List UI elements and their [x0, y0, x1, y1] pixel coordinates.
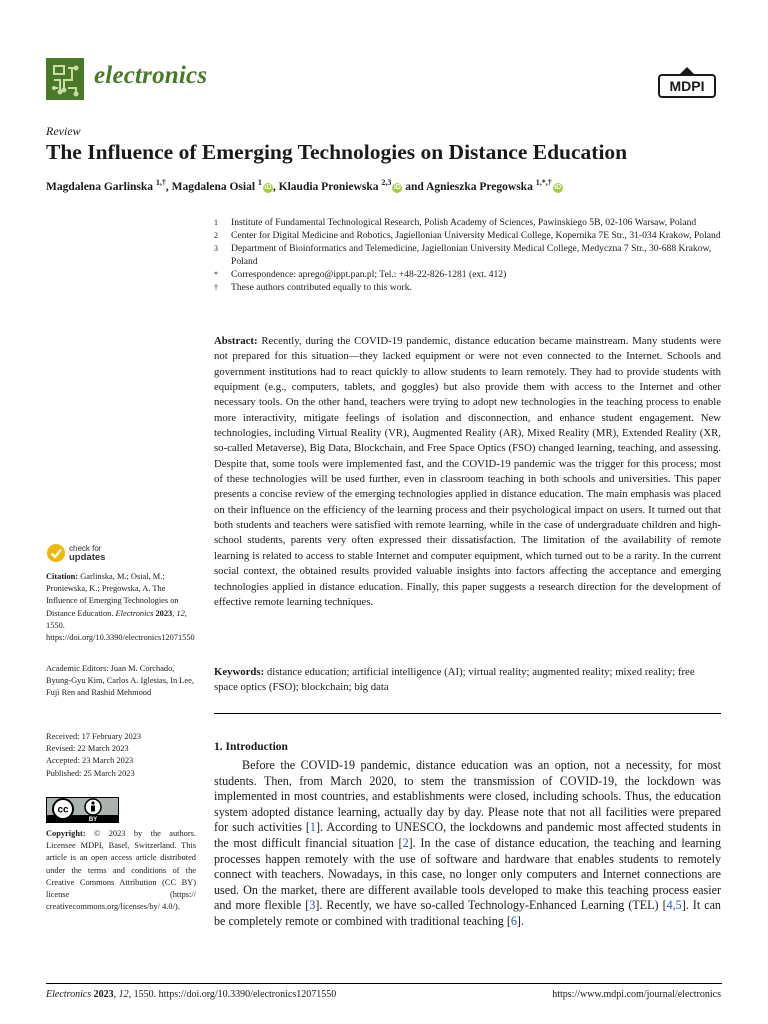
affiliation-item: [214, 282, 724, 295]
affiliation-text: Department of Bioinformatics and Telemedicine, Jagiellonian University Medical College, Medyczna 7 Str., 30-688 Krakow, Poland: [231, 243, 712, 267]
check-for-updates-line2: updates: [69, 552, 106, 563]
date-received: Received: 17 February 2023: [46, 732, 142, 741]
affiliation-item: [214, 269, 724, 282]
affiliation-mark: 3: [214, 244, 218, 254]
abstract-label: Abstract:: [214, 335, 258, 347]
author-name: Magdalena Osial: [171, 180, 256, 193]
citation-journal: Electronics: [115, 608, 154, 618]
author-affiliation-mark: 1: [257, 178, 262, 187]
keywords: [214, 665, 721, 696]
intro-text: ].: [516, 913, 524, 928]
section-divider: [214, 713, 721, 714]
citation-text: Garlinska, M.; Osial, M.; Proniewska, K.; Pregowska, A. The Influence of Emerging Technologies on Distance Education.: [46, 572, 179, 618]
author-separator: and: [402, 180, 427, 193]
citation-year: 2023: [155, 608, 173, 618]
keywords-text: distance education; artificial intelligence (AI); virtual reality; augmented reality; mixed reality; free space optics (FSO); blockchain; big data: [214, 666, 695, 694]
citation-link[interactable]: 2: [402, 835, 409, 850]
footer-year: 2023: [93, 989, 114, 1000]
footer-volume: 12: [118, 989, 129, 1000]
author-affiliation-mark: 1,†: [155, 178, 166, 187]
article-type: Review: [46, 124, 81, 138]
intro-text: ]. According to UNESCO, the lockdowns and pandemic most affected students in the most difficult financial situation [: [214, 820, 721, 850]
citation-link[interactable]: 3: [309, 898, 316, 913]
citation-block: Citation: Garlinska, M.; Osial, M.; Proniewska, K.; Pregowska, A. The Influence of Emerging Technologies on Distance Education. Electronics 2023, 12, 1550. https://doi.org/10.3390/electronics12071550: [46, 572, 195, 643]
abstract: [214, 334, 721, 610]
date-published: Published: 25 March 2023: [46, 768, 135, 778]
orcid-icon[interactable]: iD: [264, 183, 272, 191]
date-revised: Revised: 22 March 2023: [46, 744, 129, 754]
affiliation-mark: 2: [214, 231, 218, 241]
date-accepted: Accepted: 23 March 2023: [46, 756, 134, 766]
citation-label: Citation:: [46, 572, 79, 581]
keywords-label: Keywords:: [214, 666, 265, 678]
footer-doi-link[interactable]: , 1550. https://doi.org/10.3390/electronics12071550: [128, 989, 337, 1000]
check-for-updates-icon[interactable]: [46, 543, 66, 563]
author-affiliation-mark: 2,3: [381, 178, 392, 187]
author-separator: ,: [272, 180, 279, 193]
cc-by-license-icon[interactable]: [46, 797, 119, 823]
journal-url-link[interactable]: https://www.mdpi.com/journal/electronics: [552, 989, 721, 1000]
citation-link[interactable]: 4,5: [666, 898, 682, 913]
affiliation-text: Institute of Fundamental Technological Research, Polish Academy of Sciences, Pawinskiego 5B, 02-106 Warsaw, Poland: [231, 217, 697, 228]
copyright-text: © 2023 by the authors. Licensee MDPI, Basel, Switzerland. This article is an open access article distributed under the terms and conditions of the Creative Commons Attribution (CC BY) license (https:// creativecommons.org/licenses/by/ 4.0/).: [46, 829, 197, 912]
author-affiliation-mark: 1,*,†: [535, 178, 552, 187]
paper-title: The Influence of Emerging Technologies on Distance Education: [46, 140, 628, 164]
affiliation-text: Center for Digital Medicine and Robotics, Jagiellonian University Medical College, Kopernika 7E Str., 31-034 Krakow, Poland: [231, 230, 721, 242]
section-heading-introduction: 1. Introduction: [214, 741, 288, 753]
intro-text: ]. Recently, we have so-called Technology-Enhanced Learning (TEL) [: [315, 898, 667, 913]
orcid-icon[interactable]: iD: [554, 183, 562, 191]
affiliation-mark: *: [214, 269, 218, 279]
check-for-updates-link[interactable]: [69, 544, 105, 562]
footer-citation: Electronics 2023, 12, 1550. https://doi.org/10.3390/electronics12071550: [46, 989, 337, 1000]
affiliations: [214, 217, 724, 295]
affiliation-text: Correspondence: aprego@ippt.pan.pl; Tel.: +48-22-826-1281 (ext. 412): [231, 268, 507, 280]
abstract-text: Recently, during the COVID-19 pandemic, distance education became mainstream. Many students were not prepared for this situation—they lacked equipment or were not even connected to the Internet. Schools and government institutions had to react quickly to allow students to learn remotely. They had to provide students with equipment (e.g., computers, tablets, and goggles) but also provide them with access to the Internet and other necessary tools. On the other hand, teachers were trying to adopt new technologies in the teaching process to enable more interactivity, mitigate feelings of isolation and disconnection, and enhance student engagement. New technologies, including Virtual Reality (VR), Augmented Reality (AR), Mixed Reality (MR), Extended Reality (XR, so-called Metaverse), Big Data, Blockchain, and Free Space Optics (FSO) changed learning, teaching, and assessing. Despite that, some tools were implemented fast, and the COVID-19 pandemic was the trigger for this process; most of these technologies will be used further, even in classroom teaching in both schools and universities. This paper presents a concise review of the emerging technologies applied in distance education. The main emphasis was placed on their influence on the efficiency of the learning process and their psychological impact on users. It turned out that both students and teachers were satisfied with remote learning, while in the case of undergraduate children and high-school students, parents very often expressed their dissatisfaction. The limitation of the availability of remote learning is related to access to stable Internet and computer equipment, which turned out to be a rarity. In the current social context, the obtained results provided valuable insights into factors affecting the acceptance and emerging technologies applied in distance education. Finally, this paper suggests a research direction for the development of effective remote learning techniques.: [214, 335, 721, 608]
affiliation-item: [214, 230, 724, 243]
affiliation-item: [214, 243, 724, 268]
mdpi-logo-icon[interactable]: [658, 66, 716, 100]
author-name: Klaudia Proniewska: [278, 180, 379, 193]
affiliation-mark: 1: [214, 218, 218, 227]
citation-link[interactable]: 6: [510, 913, 517, 928]
publication-dates: [46, 731, 196, 780]
affiliation-mark: †: [214, 282, 218, 292]
author-name: Magdalena Garlinska: [46, 180, 154, 193]
intro-text: ]. It can be completely remote or combined with traditional teaching [: [214, 898, 721, 928]
cc-label: cc: [57, 804, 69, 816]
copyright-notice: [46, 828, 196, 913]
footer-divider: [46, 983, 722, 984]
author-list: [46, 178, 563, 193]
author-name: Agnieszka Pregowska: [426, 180, 533, 193]
affiliation-item: [214, 217, 724, 230]
affiliation-text: These authors contributed equally to this work.: [231, 281, 412, 293]
journal-name: electronics: [94, 62, 208, 89]
citation-link[interactable]: 1: [309, 820, 316, 835]
mdpi-logo-text: MDPI: [669, 78, 705, 94]
footer-journal: Electronics: [46, 989, 92, 1000]
citation-doi[interactable]: , 1550. https://doi.org/10.3390/electronics12071550: [46, 608, 195, 643]
author-separator: ,: [165, 180, 172, 193]
copyright-label: Copyright:: [46, 829, 86, 838]
academic-editors: Academic Editors: Juan M. Corchado, Byung-Gyu Kim, Carlos A. Iglesias, In Lee, Fuji Ren and Rashid Mehmood: [46, 664, 194, 698]
by-label: BY: [88, 817, 98, 823]
intro-text: Before the COVID-19 pandemic, distance education was an option, not a necessity, for most students. Then, from March 2020, to stem the transmission of COVID-19, the lockdown was implemented in most countries, and establishments were closed, including schools. Thus, the education system adopted distance learning, actually day by day. Please note that not all facilities were prepared for such activities [: [214, 758, 721, 835]
orcid-icon[interactable]: iD: [393, 183, 401, 191]
journal-logo-icon: [46, 58, 84, 100]
check-for-updates-line1: check for: [69, 544, 102, 553]
intro-text: ]. In the case of distance education, the teaching and learning processes happen remotely with the use of software and hardware that enables students to remotely connect with teachers. Nowadays, in this case, no longer only computers and Internet connections are used. On the market, there are different available tools developed to make this teaching process easier and more flexible [: [214, 835, 721, 913]
citation-volume: 12: [176, 608, 185, 618]
introduction-paragraph: [214, 758, 721, 930]
